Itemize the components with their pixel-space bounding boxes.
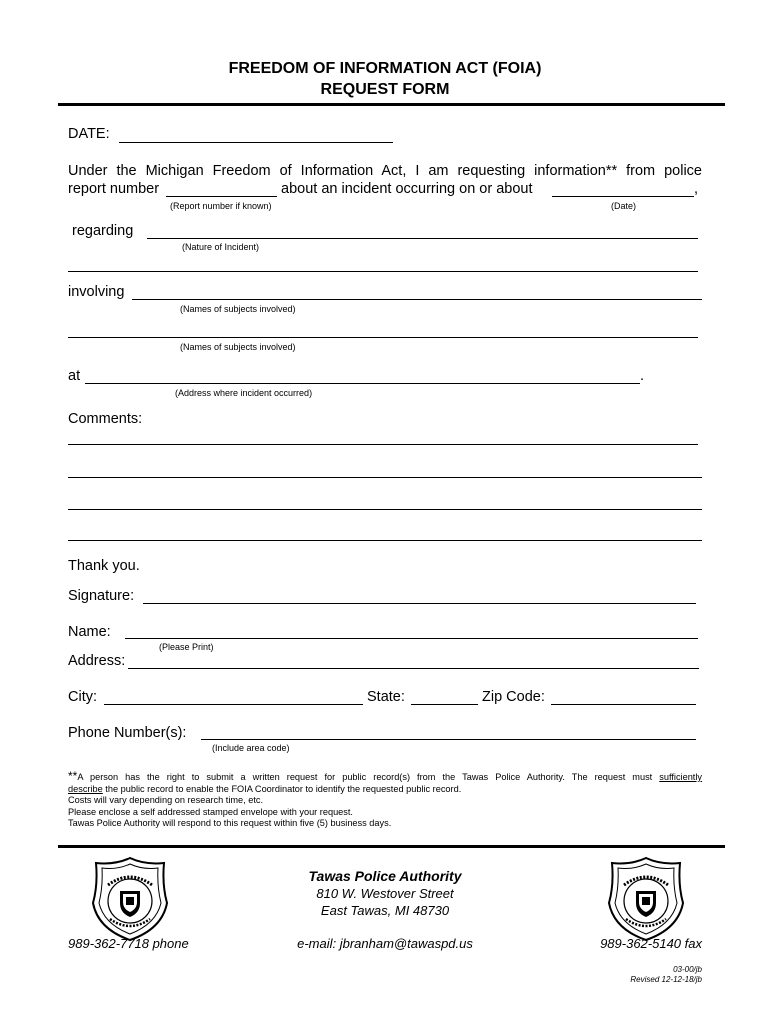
regarding-field-continued[interactable]	[68, 271, 698, 272]
date-field[interactable]	[119, 142, 393, 143]
notes-line-1	[68, 771, 702, 784]
notes-line-2-text: the public record to enable the FOIA Coordinator to identify the requested public record.	[102, 783, 462, 794]
address-hint: (Address where incident occurred)	[175, 388, 313, 398]
signature-field[interactable]	[143, 603, 696, 604]
names-hint-1: (Names of subjects involved)	[180, 304, 296, 314]
notes-line-3: Costs will vary depending on research time, etc.	[68, 795, 264, 805]
footer-city: East Tawas, MI 48730	[320, 903, 450, 918]
footer-street: 810 W. Westover Street	[316, 886, 454, 901]
phone-field[interactable]	[201, 739, 696, 740]
notes-line-1-text: A person has the right to submit a written request for public record(s) from the Tawas Police Authority. The request must	[77, 772, 660, 782]
footer-phone: 989-362-7718 phone	[68, 936, 189, 951]
address-label: Address:	[68, 653, 126, 669]
report-number-hint: (Report number if known)	[170, 201, 272, 211]
name-label: Name:	[68, 624, 111, 640]
foia-notes	[68, 771, 702, 830]
comments-label: Comments:	[68, 411, 143, 427]
footer-divider	[58, 845, 725, 848]
city-label: City:	[68, 689, 97, 705]
involving-field-continued[interactable]	[68, 337, 698, 338]
signature-label: Signature:	[68, 588, 135, 604]
notes-line-5: Tawas Police Authority will respond to this request within five (5) business days.	[68, 818, 392, 828]
intro-report-number-label: report number	[68, 181, 160, 197]
form-title-line1: FREEDOM OF INFORMATION ACT (FOIA)	[228, 60, 542, 77]
name-field[interactable]	[125, 638, 698, 639]
intro-comma: ,	[694, 181, 699, 197]
revision-date: Revised 12-12-18/jb	[630, 975, 702, 984]
city-field[interactable]	[104, 704, 363, 705]
intro-incident-text: about an incident occurring on or about	[281, 181, 533, 197]
comments-line-3[interactable]	[68, 509, 702, 510]
footer-fax: 989-362-5140 fax	[600, 936, 702, 951]
at-period: .	[640, 368, 645, 384]
title-divider	[58, 103, 725, 106]
involving-label: involving	[68, 284, 125, 300]
address-field[interactable]	[128, 668, 699, 669]
name-hint: (Please Print)	[159, 642, 214, 652]
involving-field[interactable]	[132, 299, 702, 300]
at-label: at	[68, 368, 81, 384]
date-hint: (Date)	[611, 201, 637, 211]
footer-email[interactable]: e-mail: jbranham@tawaspd.us	[297, 936, 473, 951]
incident-address-field[interactable]	[85, 383, 640, 384]
state-label: State:	[367, 689, 405, 705]
zip-field[interactable]	[551, 704, 696, 705]
regarding-label: regarding	[72, 223, 134, 239]
intro-line1: Under the Michigan Freedom of Information Act, I am requesting information** from police	[68, 163, 702, 179]
notes-line-2	[68, 784, 702, 796]
nature-hint: (Nature of Incident)	[182, 242, 260, 252]
incident-date-field[interactable]	[552, 196, 694, 197]
names-hint-2: (Names of subjects involved)	[180, 342, 296, 352]
notes-line-2-underlined: describe	[68, 783, 103, 794]
notes-asterisks: **	[68, 769, 78, 783]
comments-line-2[interactable]	[68, 477, 702, 478]
notes-line-1-underlined: sufficiently	[659, 772, 702, 782]
form-title-line2: REQUEST FORM	[320, 81, 450, 98]
thank-you-text: Thank you.	[68, 558, 140, 574]
comments-line-1[interactable]	[68, 444, 698, 445]
state-field[interactable]	[411, 704, 478, 705]
notes-line-4: Please enclose a self addressed stamped envelope with your request.	[68, 806, 353, 817]
footer-org-name: Tawas Police Authority	[308, 868, 462, 884]
phone-label: Phone Number(s):	[68, 725, 187, 741]
report-number-field[interactable]	[166, 196, 277, 197]
phone-hint: (Include area code)	[212, 743, 290, 753]
zip-label: Zip Code:	[482, 689, 545, 705]
revision-code: 03-00/jb	[673, 965, 702, 974]
comments-line-4[interactable]	[68, 540, 702, 541]
date-label: DATE:	[68, 126, 110, 142]
regarding-field[interactable]	[147, 238, 698, 239]
